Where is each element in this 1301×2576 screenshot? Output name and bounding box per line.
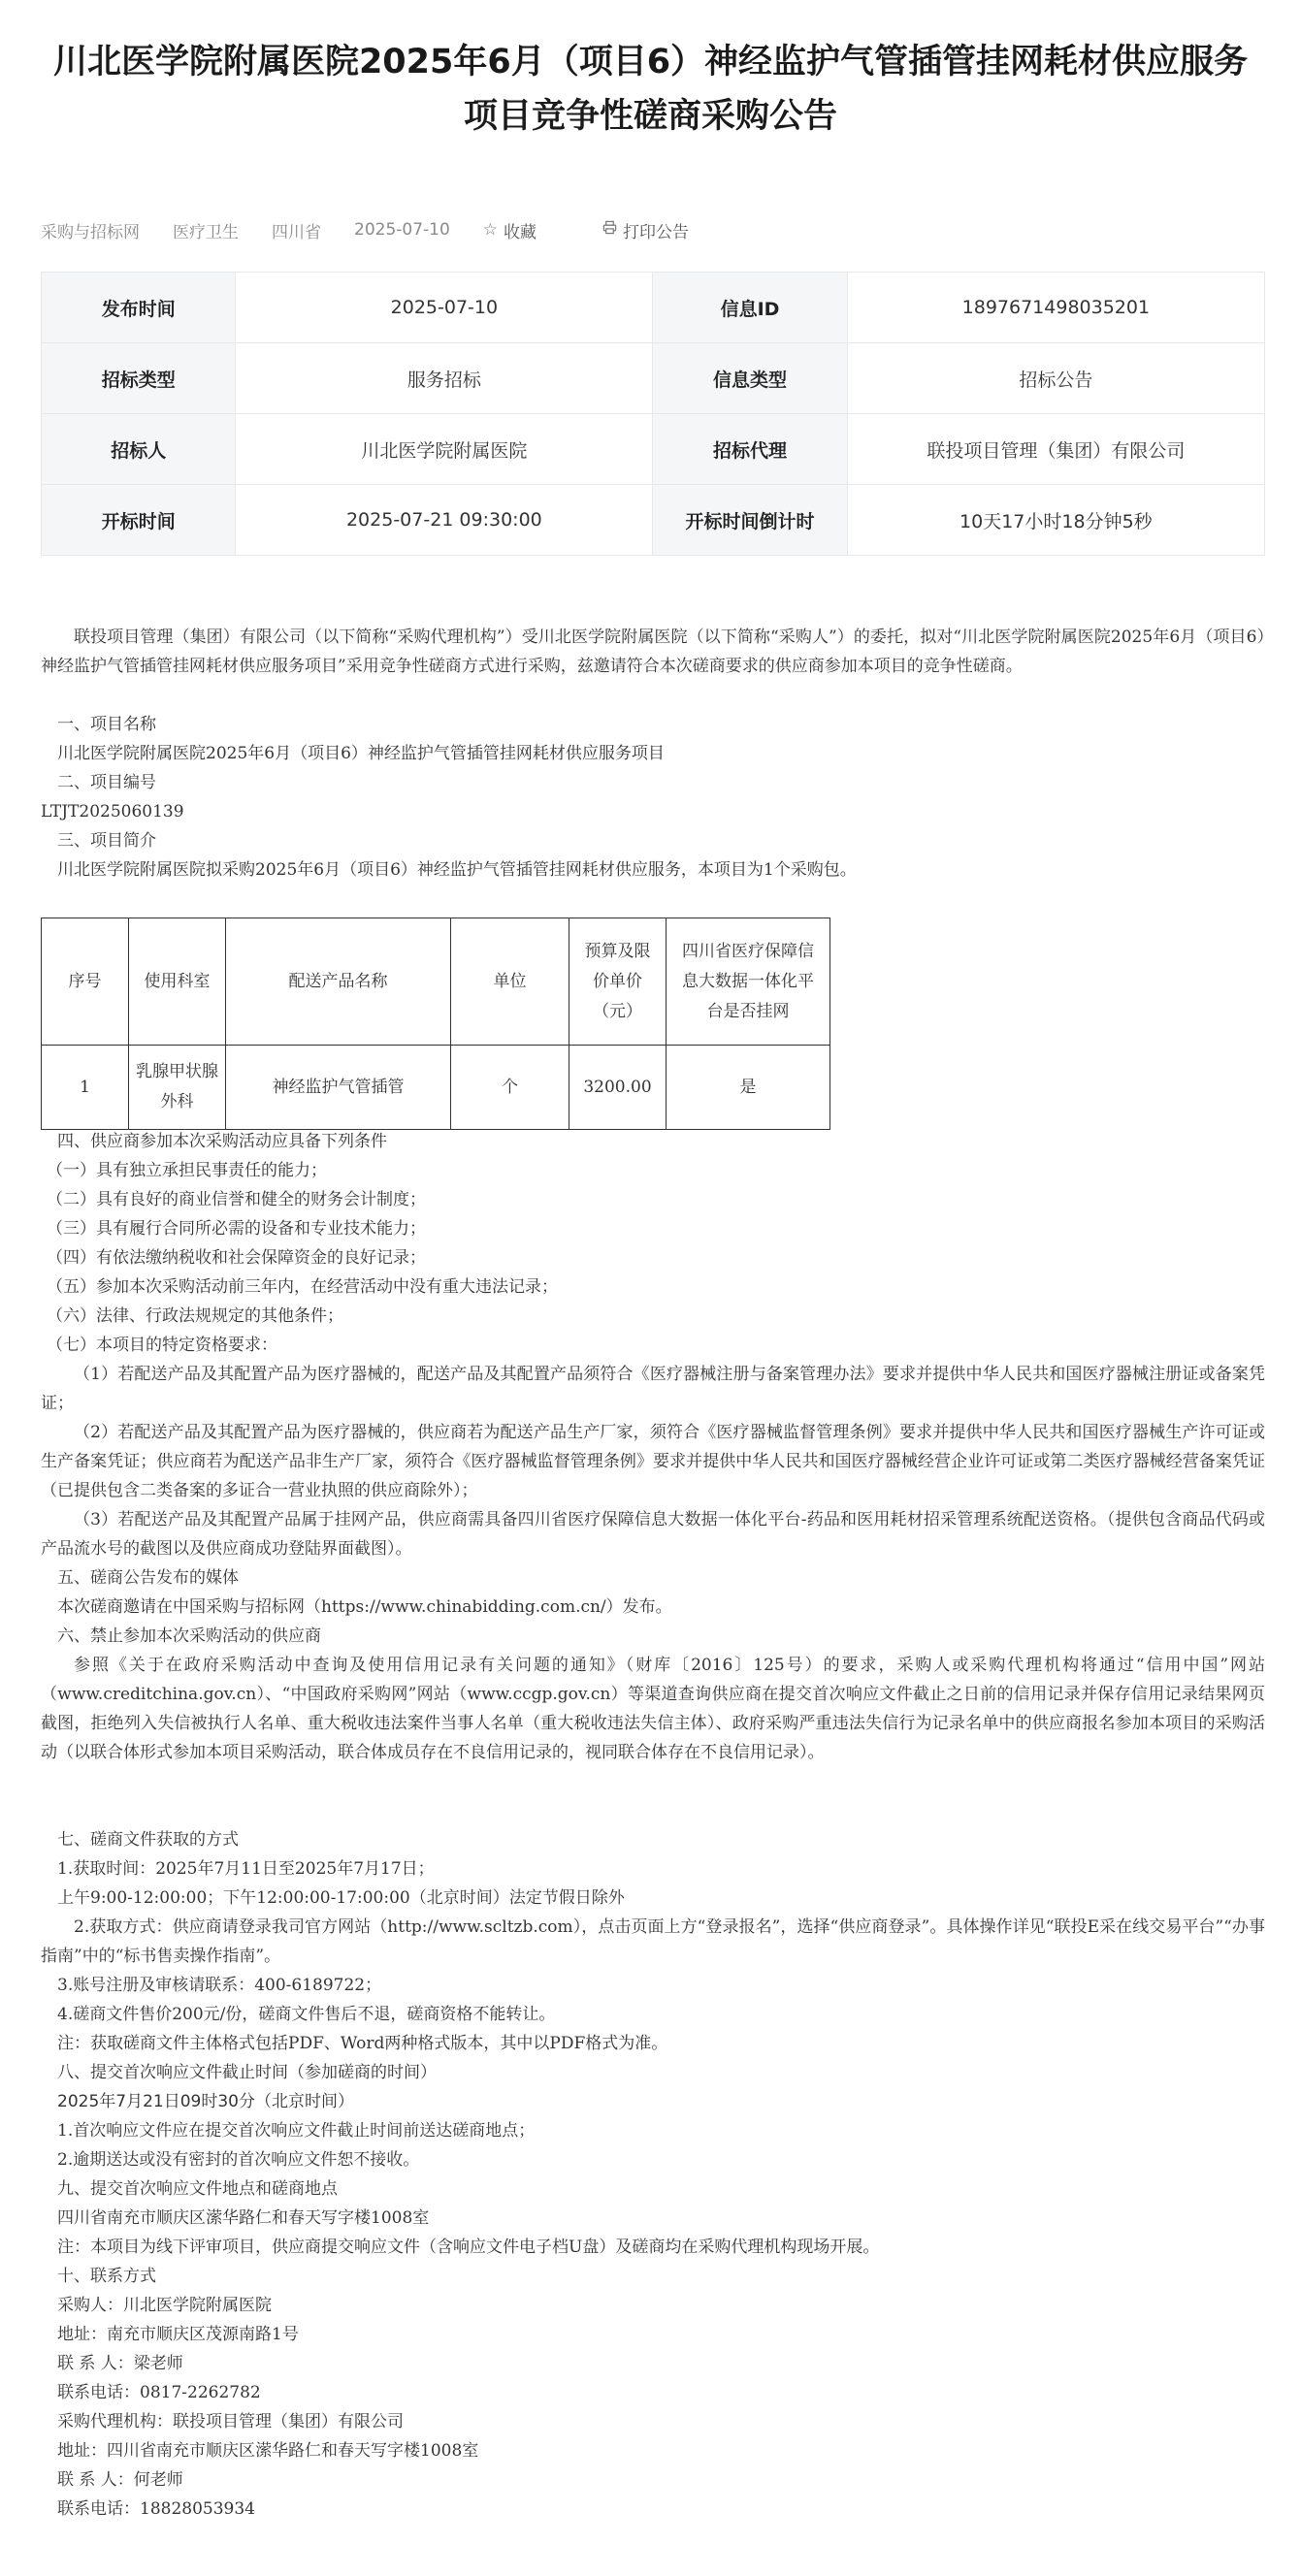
contact-line: 联系电话：0817-2262782 bbox=[57, 2383, 261, 2402]
info-value: 2025-07-21 09:30:00 bbox=[236, 485, 653, 556]
section-heading: 七、磋商文件获取的方式 bbox=[57, 1830, 239, 1850]
condition-item: （四）有依法缴纳税收和社会保障资金的良好记录； bbox=[47, 1248, 426, 1268]
media-text: 本次磋商邀请在中国采购与招标网（https://www.chinabidding.com.cn/）发布。 bbox=[57, 1597, 672, 1617]
section-heading: 五、磋商公告发布的媒体 bbox=[57, 1568, 239, 1588]
header-listed-line: 息大数据一体化平 bbox=[682, 971, 814, 991]
procurement-row bbox=[42, 1046, 830, 1130]
venue-address: 四川省南充市顺庆区潆华路仁和春天写字楼1008室 bbox=[57, 2208, 430, 2228]
intro-paragraph: 联投项目管理（集团）有限公司（以下简称“采购代理机构”）受川北医学院附属医院（以下简称“采购人”）的委托，拟对“川北医学院附属医院2025年6月（项目6）神经监护气管插管挂网耗材供应服务项目”采用竞争性磋商方式进行采购，兹邀请符合本次磋商要求的供应商参加本项目的竞争性磋商。 bbox=[41, 628, 1265, 676]
header-product: 配送产品名称 bbox=[226, 918, 451, 1046]
print-button[interactable] bbox=[602, 218, 722, 242]
contact-line: 联系电话：18828053934 bbox=[57, 2499, 255, 2519]
info-value: 1897671498035201 bbox=[847, 273, 1264, 343]
acquire-item: 1.获取时间：2025年7月11日至2025年7月17日； bbox=[57, 1859, 435, 1879]
section-heading: 十、联系方式 bbox=[57, 2267, 156, 2286]
info-key: 发布时间 bbox=[42, 273, 236, 343]
info-row bbox=[42, 343, 1265, 414]
star-icon: ☆ bbox=[482, 220, 499, 240]
contact-line: 采购人：川北医学院附属医院 bbox=[57, 2296, 272, 2315]
info-key: 开标时间倒计时 bbox=[653, 485, 847, 556]
header-listed bbox=[667, 918, 830, 1046]
contact-line: 联 系 人：何老师 bbox=[57, 2470, 183, 2490]
cell-unit: 个 bbox=[451, 1046, 569, 1130]
acquire-item: 4.磋商文件售价200元/份，磋商文件售后不退，磋商资格不能转让。 bbox=[57, 2005, 556, 2024]
project-number: LTJT2025060139 bbox=[41, 802, 184, 821]
section-heading: 二、项目编号 bbox=[57, 773, 156, 792]
meta-bar bbox=[41, 215, 755, 244]
requirement-item: （1）若配送产品及其配置产品为医疗器械的，配送产品及其配置产品须符合《医疗器械注册与备案管理办法》要求并提供中华人民共和国医疗器械注册证或备案凭证； bbox=[41, 1365, 1265, 1413]
project-summary: 川北医学院附属医院拟采购2025年6月（项目6）神经监护气管插管挂网耗材供应服务，本项目为1个采购包。 bbox=[57, 860, 857, 880]
contact-line: 地址：四川省南充市顺庆区潆华路仁和春天写字楼1008室 bbox=[57, 2441, 479, 2461]
info-value: 招标公告 bbox=[847, 343, 1264, 414]
section-heading: 一、项目名称 bbox=[57, 715, 156, 734]
deadline-item: 1.首次响应文件应在提交首次响应文件截止时间前送达磋商地点； bbox=[57, 2121, 536, 2141]
deadline-item: 2.逾期送达或没有密封的首次响应文件恕不接收。 bbox=[57, 2150, 420, 2170]
section-heading: 三、项目简介 bbox=[57, 831, 156, 851]
meta-date: 2025-07-10 bbox=[354, 220, 450, 240]
cell-product: 神经监护气管插管 bbox=[226, 1046, 451, 1130]
condition-item: （七）本项目的特定资格要求： bbox=[47, 1336, 277, 1355]
printer-icon bbox=[602, 220, 617, 240]
header-price bbox=[569, 918, 667, 1046]
procurement-header-row bbox=[42, 918, 830, 1046]
condition-item: （六）法律、行政法规规定的其他条件； bbox=[47, 1306, 343, 1326]
procurement-table bbox=[41, 918, 830, 1130]
condition-item: （一）具有独立承担民事责任的能力； bbox=[47, 1161, 327, 1180]
acquire-item: 3.账号注册及审核请联系：400-6189722； bbox=[57, 1976, 382, 1995]
info-value: 川北医学院附属医院 bbox=[236, 414, 653, 485]
header-price-line: 预算及限 bbox=[584, 941, 651, 961]
deadline-text: 2025年7月21日09时30分（北京时间） bbox=[57, 2092, 354, 2111]
contact-line: 采购代理机构：联投项目管理（集团）有限公司 bbox=[57, 2412, 404, 2431]
section-heading: 八、提交首次响应文件截止时间（参加磋商的时间） bbox=[57, 2063, 437, 2082]
favorite-button[interactable] bbox=[483, 218, 569, 242]
info-key: 开标时间 bbox=[42, 485, 236, 556]
cell-dept bbox=[129, 1046, 226, 1130]
venue-note: 注：本项目为线下评审项目，供应商提交响应文件（含响应文件电子档U盘）及磋商均在采购代理机构现场开展。 bbox=[57, 2238, 880, 2257]
condition-item: （二）具有良好的商业信誉和健全的财务会计制度； bbox=[47, 1190, 426, 1209]
condition-item: （三）具有履行合同所必需的设备和专业技术能力； bbox=[47, 1219, 426, 1239]
info-key: 招标代理 bbox=[653, 414, 847, 485]
header-unit: 单位 bbox=[451, 918, 569, 1046]
meta-category-link[interactable]: 采购与招标网 bbox=[41, 222, 140, 242]
project-name: 川北医学院附属医院2025年6月（项目6）神经监护气管插管挂网耗材供应服务项目 bbox=[57, 744, 665, 763]
contact-line: 联 系 人：梁老师 bbox=[57, 2354, 183, 2373]
header-listed-line: 四川省医疗保障信 bbox=[682, 941, 814, 961]
cell-dept-line: 乳腺甲状腺 bbox=[136, 1062, 218, 1081]
acquire-item: 上午9:00-12:00:00；下午12:00:00-17:00:00（北京时间）法定节假日除外 bbox=[57, 1888, 625, 1908]
page-title: 川北医学院附属医院2025年6月（项目6）神经监护气管插管挂网耗材供应服务项目竞争性磋商采购公告 bbox=[52, 43, 1249, 136]
cell-price: 3200.00 bbox=[569, 1046, 667, 1130]
info-key: 信息类型 bbox=[653, 343, 847, 414]
header-dept: 使用科室 bbox=[129, 918, 226, 1046]
section-heading: 九、提交首次响应文件地点和磋商地点 bbox=[57, 2179, 338, 2199]
info-value: 2025-07-10 bbox=[236, 273, 653, 343]
info-table bbox=[41, 272, 1265, 556]
info-value: 服务招标 bbox=[236, 343, 653, 414]
contact-line: 地址：南充市顺庆区茂源南路1号 bbox=[57, 2325, 299, 2344]
cell-listed: 是 bbox=[667, 1046, 830, 1130]
info-row bbox=[42, 414, 1265, 485]
countdown-value: 10天17小时18分钟5秒 bbox=[847, 485, 1264, 556]
header-listed-line: 台是否挂网 bbox=[706, 1001, 790, 1021]
condition-item: （五）参加本次采购活动前三年内，在经营活动中没有重大违法记录； bbox=[47, 1277, 558, 1297]
info-value: 联投项目管理（集团）有限公司 bbox=[847, 414, 1264, 485]
info-key: 信息ID bbox=[653, 273, 847, 343]
print-label: 打印公告 bbox=[623, 222, 690, 242]
cell-no: 1 bbox=[42, 1046, 129, 1130]
requirement-item: （3）若配送产品及其配置产品属于挂网产品，供应商需具备四川省医疗保障信息大数据一体化平台-药品和医用耗材招采管理系统配送资格。（提供包含商品代码或产品流水号的截图以及供应商成功登陆界面截图）。 bbox=[41, 1510, 1265, 1559]
meta-industry-link[interactable]: 医疗卫生 bbox=[173, 222, 239, 242]
info-key: 招标人 bbox=[42, 414, 236, 485]
acquire-note: 注：获取磋商文件主体格式包括PDF、Word两种格式版本，其中以PDF格式为准。 bbox=[57, 2034, 668, 2053]
favorite-label: 收藏 bbox=[504, 222, 537, 242]
info-key: 招标类型 bbox=[42, 343, 236, 414]
info-row bbox=[42, 485, 1265, 556]
section-heading: 四、供应商参加本次采购活动应具备下列条件 bbox=[57, 1132, 387, 1151]
header-price-line: 价单价 bbox=[593, 971, 642, 991]
header-no: 序号 bbox=[42, 918, 129, 1046]
header-price-line: （元） bbox=[593, 1001, 642, 1021]
credit-check-text: 参照《关于在政府采购活动中查询及使用信用记录有关问题的通知》（财库〔2016〕125号）的要求，采购人或采购代理机构将通过“信用中国”网站（www.creditchina.gov.cn）、“中国政府采购网”网站（www.ccgp.gov.cn）等渠道查询供应商在提交首次响应文件截止之日前的信用记录并保存信用记录结果网页截图，拒绝列入失信被执行人名单、重大税收违法案件当事人名单（重大税收违法失信主体）、政府采购严重违法失信行为记录名单中的供应商报名参加本项目的采购活动（以联合体形式参加本项目采购活动，联合体成员存在不良信用记录的，视同联合体存在不良信用记录）。 bbox=[41, 1656, 1265, 1762]
meta-region-link[interactable]: 四川省 bbox=[272, 222, 321, 242]
acquire-item: 2.获取方式：供应商请登录我司官方网站（http://www.scltzb.com），点击页面上方“登录报名”，选择“供应商登录”。具体操作详见“联投E采在线交易平台”“办事指南”中的“标书售卖操作指南”。 bbox=[41, 1917, 1265, 1966]
requirement-item: （2）若配送产品及其配置产品为医疗器械的，供应商若为配送产品生产厂家，须符合《医疗器械监督管理条例》要求并提供中华人民共和国医疗器械生产许可证或生产备案凭证；供应商若为配送产品非生产厂家，须符合《医疗器械监督管理条例》要求并提供中华人民共和国医疗器械经营企业许可证或第二类医疗器械经营备案凭证（已提供包含二类备案的多证合一营业执照的供应商除外）； bbox=[41, 1423, 1265, 1500]
info-row bbox=[42, 273, 1265, 343]
section-heading: 六、禁止参加本次采购活动的供应商 bbox=[57, 1626, 321, 1646]
cell-dept-line: 外科 bbox=[160, 1092, 194, 1111]
